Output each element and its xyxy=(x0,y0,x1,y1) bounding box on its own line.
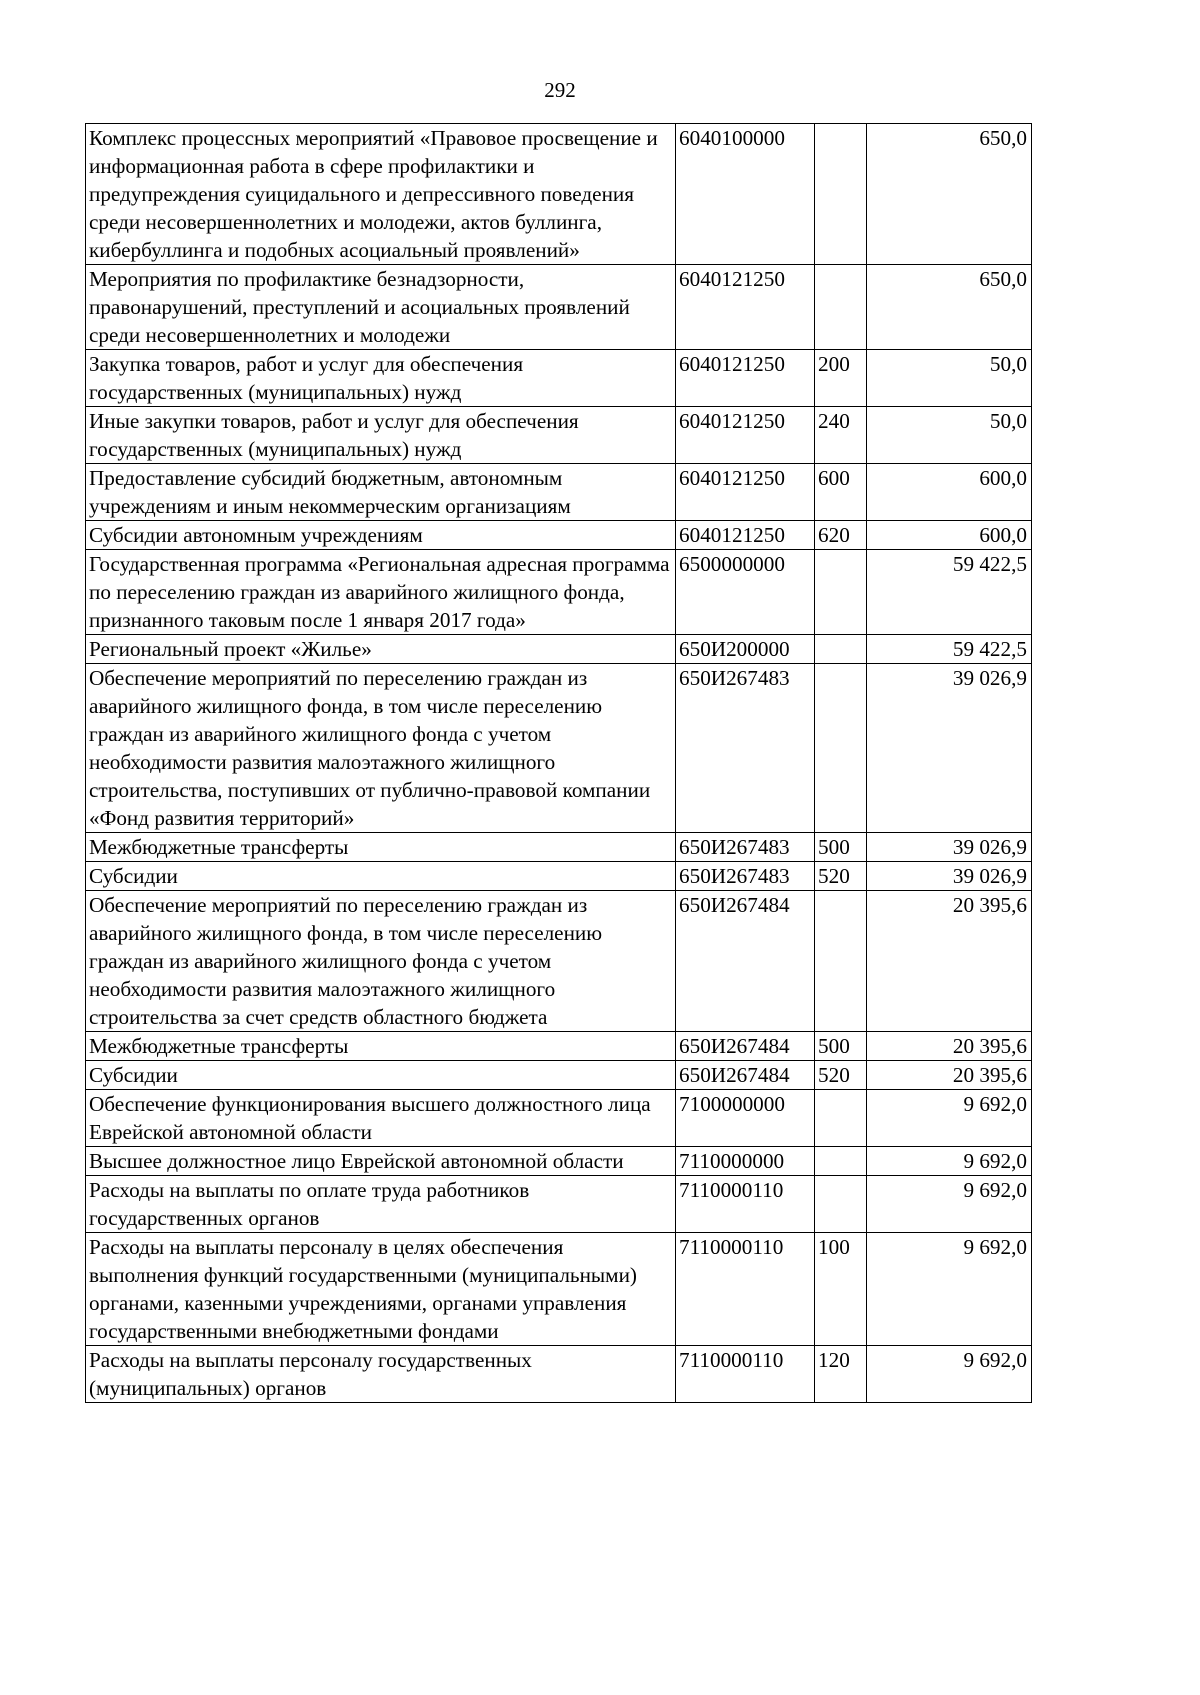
row-sum: 59 422,5 xyxy=(867,635,1032,664)
table-row xyxy=(86,1233,1032,1346)
row-name: Межбюджетные трансферты xyxy=(86,1032,676,1061)
row-name: Предоставление субсидий бюджетным, автономным учреждениям и иным некоммерческим организациям xyxy=(86,464,676,521)
row-name: Субсидии xyxy=(86,1061,676,1090)
row-code: 650И267483 xyxy=(676,833,815,862)
row-name: Обеспечение мероприятий по переселению граждан из аварийного жилищного фонда, в том числе переселению граждан из аварийного жилищного фонда с учетом необходимости развития малоэтажного жилищного строительства за счет средств областного бюджета xyxy=(86,891,676,1032)
table-row xyxy=(86,521,1032,550)
row-expense-type xyxy=(815,265,867,350)
table-row xyxy=(86,1061,1032,1090)
row-expense-type xyxy=(815,124,867,265)
row-sum: 59 422,5 xyxy=(867,550,1032,635)
row-name: Расходы на выплаты персоналу в целях обеспечения выполнения функций государственными (муниципальными) органами, казенными учреждениями, органами управления государственными внебюджетными фондами xyxy=(86,1233,676,1346)
row-sum: 39 026,9 xyxy=(867,862,1032,891)
row-sum: 9 692,0 xyxy=(867,1346,1032,1403)
row-sum: 20 395,6 xyxy=(867,891,1032,1032)
row-sum: 600,0 xyxy=(867,521,1032,550)
row-name: Закупка товаров, работ и услуг для обеспечения государственных (муниципальных) нужд xyxy=(86,350,676,407)
row-expense-type xyxy=(815,550,867,635)
row-sum: 50,0 xyxy=(867,407,1032,464)
row-name: Мероприятия по профилактике безнадзорности, правонарушений, преступлений и асоциальных проявлений среди несовершеннолетних и молодежи xyxy=(86,265,676,350)
row-name: Региональный проект «Жилье» xyxy=(86,635,676,664)
row-code: 7110000000 xyxy=(676,1147,815,1176)
row-sum: 20 395,6 xyxy=(867,1032,1032,1061)
table-row xyxy=(86,664,1032,833)
row-sum: 20 395,6 xyxy=(867,1061,1032,1090)
row-name: Субсидии xyxy=(86,862,676,891)
row-name: Расходы на выплаты по оплате труда работников государственных органов xyxy=(86,1176,676,1233)
row-name: Государственная программа «Региональная адресная программа по переселению граждан из аварийного жилищного фонда, признанного таковым после 1 января 2017 года» xyxy=(86,550,676,635)
row-sum: 650,0 xyxy=(867,124,1032,265)
row-code: 650И267484 xyxy=(676,891,815,1032)
row-expense-type xyxy=(815,1147,867,1176)
table-row xyxy=(86,1147,1032,1176)
row-expense-type xyxy=(815,891,867,1032)
row-expense-type: 240 xyxy=(815,407,867,464)
row-sum: 39 026,9 xyxy=(867,664,1032,833)
row-code: 7110000110 xyxy=(676,1176,815,1233)
row-expense-type: 600 xyxy=(815,464,867,521)
row-expense-type: 520 xyxy=(815,862,867,891)
page-number: 292 xyxy=(544,78,576,102)
table-row xyxy=(86,265,1032,350)
row-expense-type xyxy=(815,664,867,833)
budget-table-body xyxy=(86,124,1032,1403)
row-expense-type: 100 xyxy=(815,1233,867,1346)
table-row xyxy=(86,833,1032,862)
row-name: Высшее должностное лицо Еврейской автономной области xyxy=(86,1147,676,1176)
table-row xyxy=(86,891,1032,1032)
row-code: 650И267483 xyxy=(676,664,815,833)
row-code: 650И267483 xyxy=(676,862,815,891)
table-row xyxy=(86,1346,1032,1403)
row-sum: 9 692,0 xyxy=(867,1176,1032,1233)
table-row xyxy=(86,635,1032,664)
row-code: 7100000000 xyxy=(676,1090,815,1147)
row-expense-type xyxy=(815,635,867,664)
row-expense-type xyxy=(815,1176,867,1233)
row-expense-type: 500 xyxy=(815,1032,867,1061)
row-expense-type: 520 xyxy=(815,1061,867,1090)
table-row xyxy=(86,1032,1032,1061)
row-name: Обеспечение мероприятий по переселению граждан из аварийного жилищного фонда, в том числе переселению граждан из аварийного жилищного фонда с учетом необходимости развития малоэтажного жилищного строительства, поступивших от публично-правовой компании «Фонд развития территорий» xyxy=(86,664,676,833)
row-sum: 9 692,0 xyxy=(867,1090,1032,1147)
budget-table xyxy=(85,123,1032,1403)
row-code: 650И200000 xyxy=(676,635,815,664)
row-expense-type: 200 xyxy=(815,350,867,407)
table-row xyxy=(86,407,1032,464)
table-row xyxy=(86,862,1032,891)
row-code: 6040121250 xyxy=(676,265,815,350)
row-code: 650И267484 xyxy=(676,1061,815,1090)
row-sum: 39 026,9 xyxy=(867,833,1032,862)
row-expense-type: 500 xyxy=(815,833,867,862)
table-row xyxy=(86,1176,1032,1233)
row-name: Иные закупки товаров, работ и услуг для обеспечения государственных (муниципальных) нужд xyxy=(86,407,676,464)
row-code: 7110000110 xyxy=(676,1233,815,1346)
table-row xyxy=(86,550,1032,635)
row-name: Комплекс процессных мероприятий «Правовое просвещение и информационная работа в сфере профилактики и предупреждения суицидального и депрессивного поведения среди несовершеннолетних и молодежи, актов буллинга, кибербуллинга и подобных асоциальный проявлений» xyxy=(86,124,676,265)
row-sum: 50,0 xyxy=(867,350,1032,407)
row-name: Расходы на выплаты персоналу государственных (муниципальных) органов xyxy=(86,1346,676,1403)
row-name: Субсидии автономным учреждениям xyxy=(86,521,676,550)
table-row xyxy=(86,350,1032,407)
row-code: 6040121250 xyxy=(676,407,815,464)
row-expense-type: 620 xyxy=(815,521,867,550)
row-sum: 600,0 xyxy=(867,464,1032,521)
row-code: 6040121250 xyxy=(676,521,815,550)
row-code: 6040100000 xyxy=(676,124,815,265)
row-name: Обеспечение функционирования высшего должностного лица Еврейской автономной области xyxy=(86,1090,676,1147)
row-code: 6500000000 xyxy=(676,550,815,635)
row-name: Межбюджетные трансферты xyxy=(86,833,676,862)
row-sum: 650,0 xyxy=(867,265,1032,350)
row-code: 7110000110 xyxy=(676,1346,815,1403)
row-code: 6040121250 xyxy=(676,464,815,521)
table-row xyxy=(86,464,1032,521)
row-sum: 9 692,0 xyxy=(867,1233,1032,1346)
table-row xyxy=(86,124,1032,265)
row-expense-type xyxy=(815,1090,867,1147)
row-code: 6040121250 xyxy=(676,350,815,407)
row-code: 650И267484 xyxy=(676,1032,815,1061)
row-sum: 9 692,0 xyxy=(867,1147,1032,1176)
table-row xyxy=(86,1090,1032,1147)
row-expense-type: 120 xyxy=(815,1346,867,1403)
